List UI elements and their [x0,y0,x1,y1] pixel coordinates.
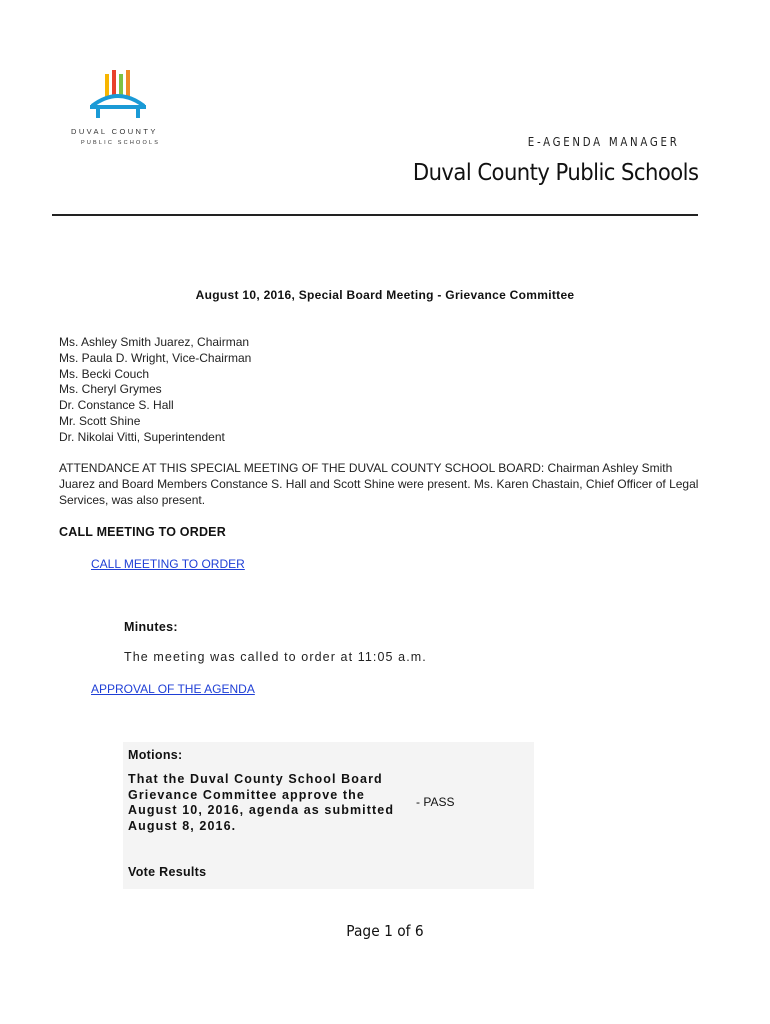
motion-result: - PASS [416,795,455,809]
duval-schools-logo [78,68,168,150]
vote-results-label: Vote Results [128,865,207,879]
meeting-title: August 10, 2016, Special Board Meeting - Grievance Committee [195,288,575,302]
logo-bar-yellow [105,74,109,98]
motions-label: Motions: [128,748,183,762]
org-title: Duval County Public Schools [412,160,698,186]
member-item: Dr. Constance S. Hall [59,398,174,413]
motion-text: That the Duval County School Board Grievance Committee approve the August 10, 2016, agenda as submitted August 8, 2016. [128,772,395,833]
member-item: Ms. Becki Couch [59,366,150,381]
member-item: Mr. Scott Shine [59,413,141,428]
attendance-paragraph: ATTENDANCE AT THIS SPECIAL MEETING OF THE DUVAL COUNTY SCHOOL BOARD: Chairman Ashley Smith Juarez and Board Members Constance S. Hall and Scott Shine were present. Ms. Karen Chastain, Chief Officer of Legal Services, was also present. [59,461,699,507]
section-heading-call-to-order: CALL MEETING TO ORDER [59,525,226,539]
logo-bar-red [112,70,116,98]
approval-of-agenda-link[interactable]: APPROVAL OF THE AGENDA [91,682,255,696]
logo-text-duval-county: DUVAL COUNTY [71,127,158,136]
logo-bridge-arch [92,96,144,106]
logo-text-public-schools: PUBLIC SCHOOLS [81,140,161,146]
page-number: Page 1 of 6 [346,922,424,940]
member-item: Ms. Paula D. Wright, Vice-Chairman [59,350,252,365]
minutes-text: The meeting was called to order at 11:05 a.m. [124,650,427,664]
member-item: Dr. Nikolai Vitti, Superintendent [59,429,225,444]
call-meeting-to-order-link[interactable]: CALL MEETING TO ORDER [91,557,245,571]
e-agenda-manager-label: E-AGENDA MANAGER [528,135,680,149]
logo-bar-orange [126,70,130,98]
header-divider [52,214,698,216]
member-item: Ms. Cheryl Grymes [59,382,162,397]
logo-bridge-pier-right [136,106,140,118]
member-item: Ms. Ashley Smith Juarez, Chairman [59,335,250,349]
logo-bridge-pier-left [96,106,100,118]
members-list [59,335,251,446]
minutes-label: Minutes: [124,620,178,634]
